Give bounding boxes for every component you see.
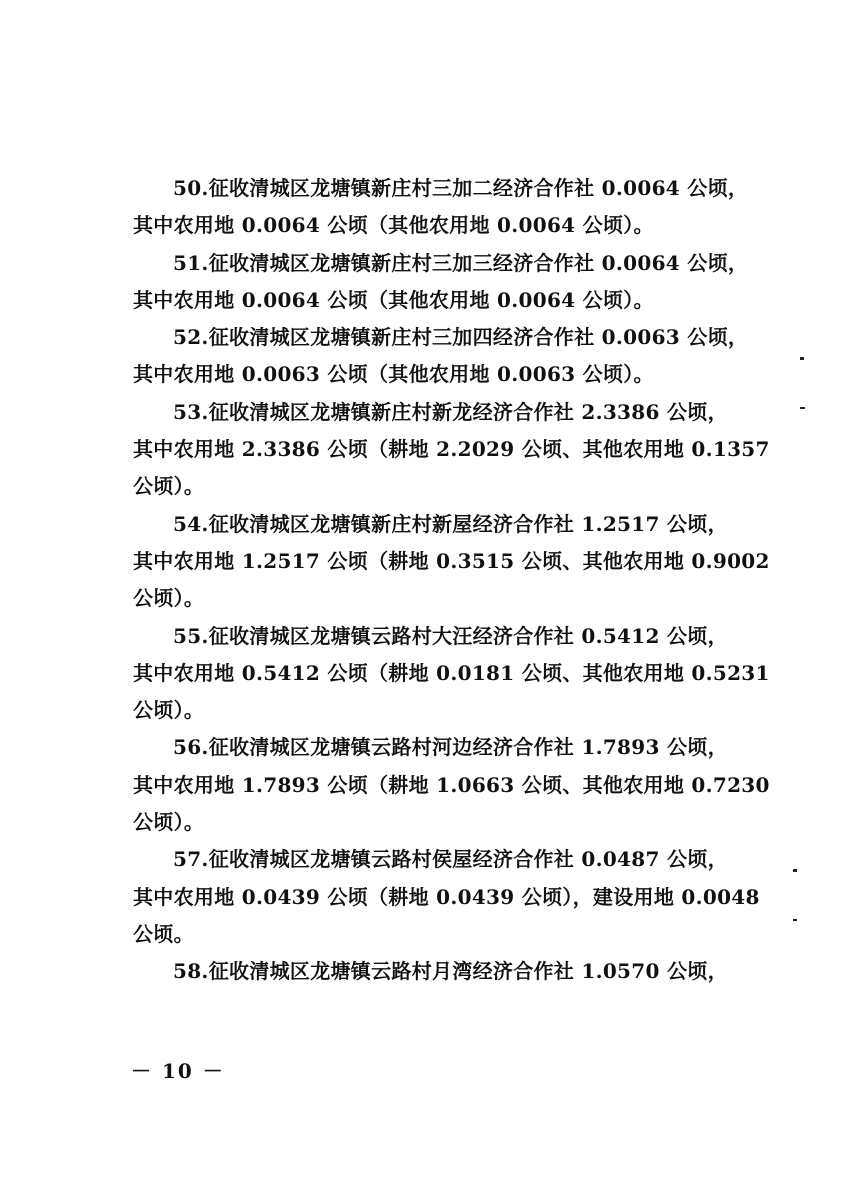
paragraph-line: 其中农用地 0.0439 公顷（耕地 0.0439 公顷），建设用地 0.0048 (133, 884, 760, 909)
paragraph-line: 其中农用地 0.0064 公顷（其他农用地 0.0064 公顷）。 (133, 213, 654, 238)
paragraph-line: 其中农用地 0.0063 公顷（其他农用地 0.0063 公顷）。 (133, 362, 654, 387)
paragraph-line: 50.征收清城区龙塘镇新庄村三加二经济合作社 0.0064 公顷， (173, 176, 749, 200)
paragraph-54 (133, 506, 770, 618)
paragraph-line: 52.征收清城区龙塘镇新庄村三加四经济合作社 0.0063 公顷， (173, 325, 749, 350)
paragraph-line: 55.征收清城区龙塘镇云路村大汪经济合作社 0.5412 公顷， (173, 623, 728, 648)
paragraph-line: 53.征收清城区龙塘镇新庄村新龙经济合作社 2.3386 公顷， (173, 399, 728, 424)
paragraph-line: 其中农用地 2.3386 公顷（耕地 2.2029 公顷、其他农用地 0.1357 (133, 437, 770, 462)
paragraph-55 (133, 618, 770, 730)
scan-speck-mark (800, 407, 805, 409)
paragraph-53 (133, 394, 770, 506)
paragraph-line: 56.征收清城区龙塘镇云路村河边经济合作社 1.7893 公顷， (173, 735, 728, 760)
paragraph-line: 公顷）。 (133, 474, 205, 499)
scan-speck-mark (800, 357, 804, 360)
paragraph-line: 其中农用地 1.2517 公顷（耕地 0.3515 公顷、其他农用地 0.9002 (133, 548, 770, 573)
paragraph-58 (133, 953, 733, 990)
paragraph-line: 其中农用地 0.0064 公顷（其他农用地 0.0064 公顷）。 (133, 287, 654, 312)
document-body (133, 170, 770, 991)
scan-speck-mark (793, 919, 797, 921)
paragraph-line: 51.征收清城区龙塘镇新庄村三加三经济合作社 0.0064 公顷， (173, 250, 749, 275)
paragraph-line: 其中农用地 0.5412 公顷（耕地 0.0181 公顷、其他农用地 0.5231 (133, 660, 770, 685)
paragraph-56 (133, 729, 770, 841)
paragraph-line: 公顷）。 (133, 810, 205, 835)
page-number: － 10 － (131, 1059, 225, 1083)
paragraph-52 (133, 319, 749, 394)
scan-speck-mark (793, 869, 797, 872)
paragraph-line: 其中农用地 1.7893 公顷（耕地 1.0663 公顷、其他农用地 0.7230 (133, 772, 770, 797)
paragraph-line: 公顷）。 (133, 698, 205, 723)
paragraph-line: 公顷）。 (133, 586, 205, 611)
paragraph-line: 58.征收清城区龙塘镇云路村月湾经济合作社 1.0570 公顷， (173, 959, 728, 984)
paragraph-line: 57.征收清城区龙塘镇云路村侯屋经济合作社 0.0487 公顷， (173, 847, 728, 872)
paragraph-57 (133, 841, 760, 953)
paragraph-50 (133, 170, 749, 245)
paragraph-line: 54.征收清城区龙塘镇新庄村新屋经济合作社 1.2517 公顷， (173, 511, 728, 536)
paragraph-51 (133, 245, 749, 320)
paragraph-line: 公顷。 (133, 921, 194, 946)
